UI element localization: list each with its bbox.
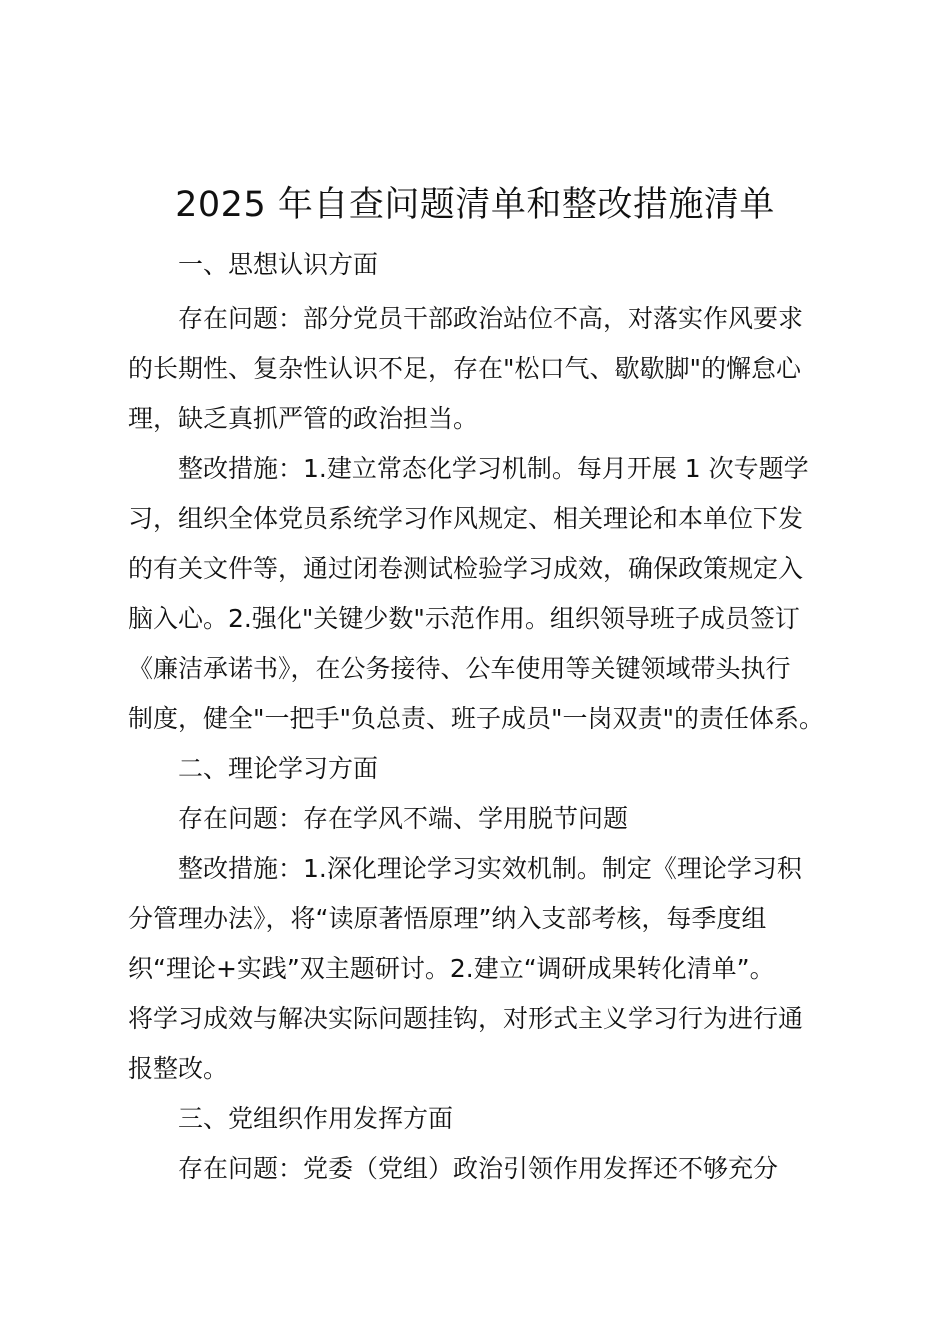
measure-line: 报整改。 [128, 1054, 229, 1083]
measure-line: 制度，健全"一把手"负总责、班子成员"一岗双责"的责任体系。 [128, 704, 824, 733]
document-title: 2025 年自查问题清单和整改措施清单 [175, 185, 775, 225]
document-body [128, 240, 840, 1194]
measure-line: 整改措施：1.深化理论学习实效机制。制定《理论学习积 [178, 854, 802, 883]
measure-line: 习，组织全体党员系统学习作风规定、相关理论和本单位下发 [128, 504, 804, 533]
measure-line: 《廉洁承诺书》，在公务接待、公车使用等关键领域带头执行 [128, 654, 791, 683]
measure-line: 分管理办法》，将“读原著悟原理”纳入支部考核，每季度组 [128, 904, 767, 933]
problem-line: 的长期性、复杂性认识不足，存在"松口气、歇歇脚"的懈怠心 [128, 354, 802, 383]
measure-line: 将学习成效与解决实际问题挂钩，对形式主义学习行为进行通 [128, 1004, 804, 1033]
section-heading: 三、党组织作用发挥方面 [178, 1104, 454, 1133]
problem-line: 存在问题：存在学风不端、学用脱节问题 [178, 804, 629, 833]
section-heading: 二、理论学习方面 [178, 754, 379, 783]
measure-line: 脑入心。2.强化"关键少数"示范作用。组织领导班子成员签订 [128, 604, 800, 633]
problem-line: 理，缺乏真抓严管的政治担当。 [128, 404, 479, 433]
problem-line: 存在问题：党委（党组）政治引领作用发挥还不够充分 [178, 1154, 779, 1183]
measure-line: 整改措施：1.建立常态化学习机制。每月开展 1 次专题学 [178, 454, 809, 483]
section-heading: 一、思想认识方面 [178, 250, 379, 279]
problem-line: 存在问题：部分党员干部政治站位不高，对落实作风要求 [178, 304, 804, 333]
measure-line: 的有关文件等，通过闭卷测试检验学习成效，确保政策规定入 [128, 554, 804, 583]
measure-line: 织“理论+实践”双主题研讨。2.建立“调研成果转化清单”。 [128, 954, 775, 983]
